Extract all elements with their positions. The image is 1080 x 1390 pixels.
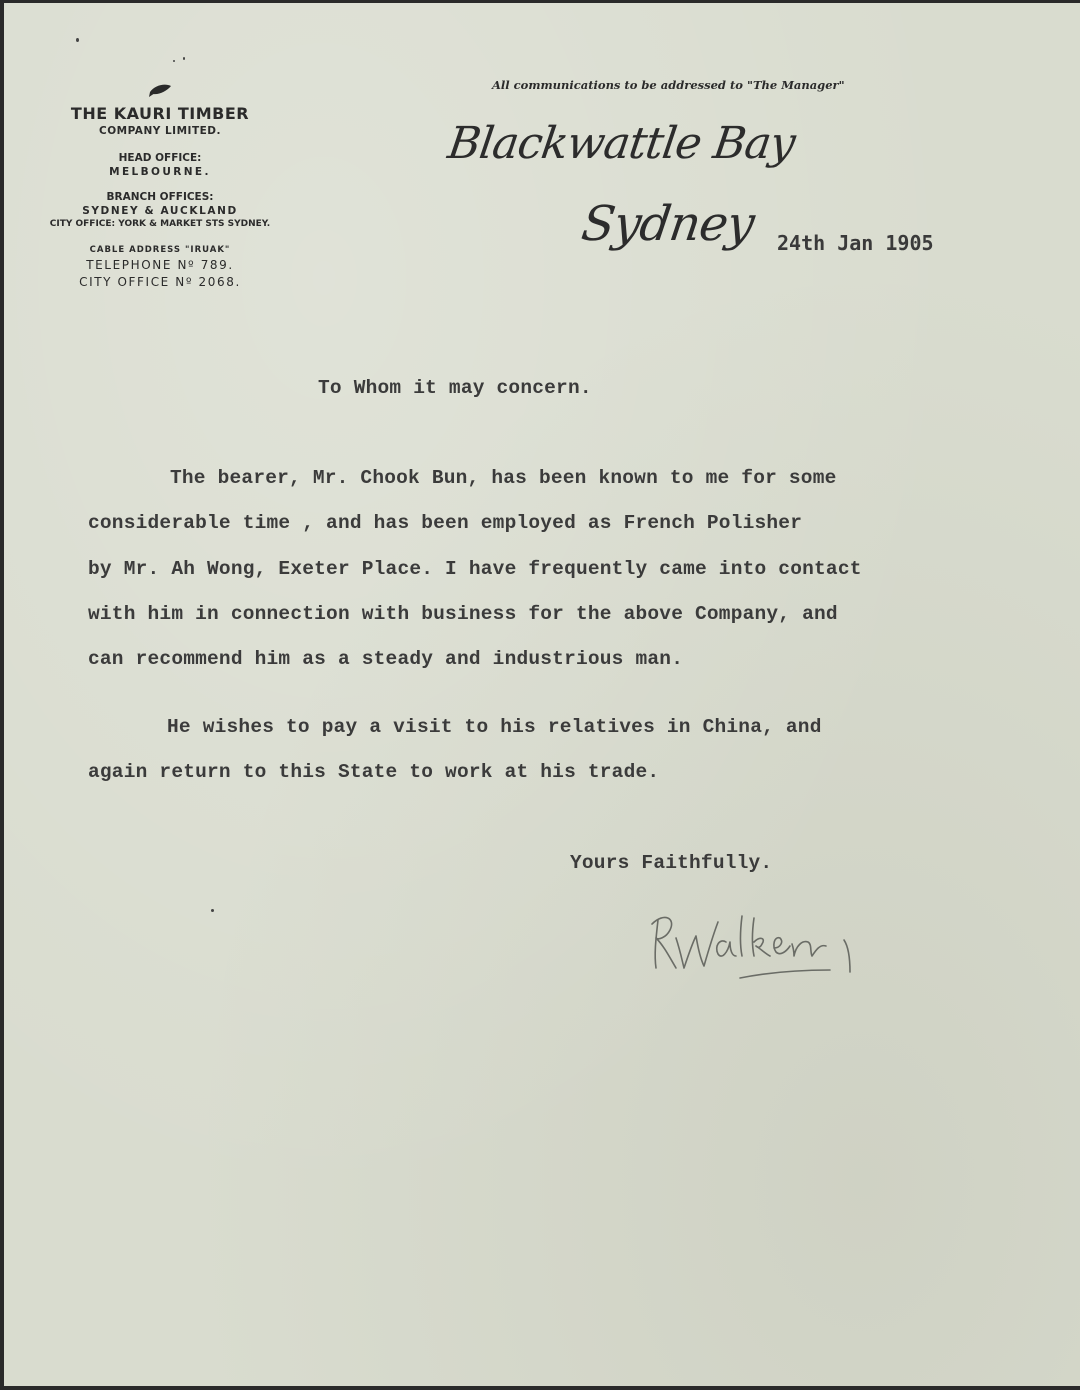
branch-offices-label: BRANCH OFFICES: <box>106 191 214 203</box>
communications-note: All communications to be addressed to "The Manager" <box>492 78 845 92</box>
address-line-sydney: Sydney <box>578 196 758 252</box>
paper-speck <box>173 60 175 62</box>
city-office-address: CITY OFFICE: YORK & MARKET STS SYDNEY. <box>49 219 271 229</box>
salutation: To Whom it may concern. <box>318 377 592 399</box>
scan-edge-left <box>0 0 4 1390</box>
handwritten-signature <box>630 898 870 988</box>
paragraph-1-line: The bearer, Mr. Chook Bun, has been known to me for some <box>170 467 837 489</box>
paper-speck <box>211 909 214 912</box>
paragraph-2-line: He wishes to pay a visit to his relatives in China, and <box>167 716 822 738</box>
scan-edge-top <box>0 0 1080 3</box>
paragraph-1-line: can recommend him as a steady and industrious man. <box>88 648 684 670</box>
paragraph-1-line: by Mr. Ah Wong, Exeter Place. I have frequently came into contact <box>88 558 862 580</box>
paper-speck <box>76 38 79 42</box>
closing: Yours Faithfully. <box>570 852 773 874</box>
city-office-phone: CITY OFFICE Nº 2068. <box>79 275 241 289</box>
telephone-number: TELEPHONE Nº 789. <box>86 258 234 272</box>
address-line-blackwattle-bay: Blackwattle Bay <box>444 118 798 169</box>
company-letterhead <box>40 82 280 291</box>
letter-date: 24th Jan 1905 <box>777 231 934 255</box>
branch-offices-cities: SYDNEY & AUCKLAND <box>82 205 238 217</box>
head-office-city: MELBOURNE. <box>109 166 211 178</box>
paragraph-1-line: considerable time , and has been employed as French Polisher <box>88 512 803 534</box>
scan-edge-bottom <box>0 1386 1080 1390</box>
paragraph-1-line: with him in connection with business for the above Company, and <box>88 603 838 625</box>
head-office-label: HEAD OFFICE: <box>118 152 202 164</box>
paper-speck <box>183 57 185 60</box>
company-suffix: COMPANY LIMITED. <box>99 125 221 137</box>
cable-address: CABLE ADDRESS "IRUAK" <box>89 245 231 255</box>
paragraph-2-line: again return to this State to work at his trade. <box>88 761 660 783</box>
kauri-leaf-icon <box>146 82 174 100</box>
company-name: THE KAURI TIMBER <box>70 104 250 123</box>
